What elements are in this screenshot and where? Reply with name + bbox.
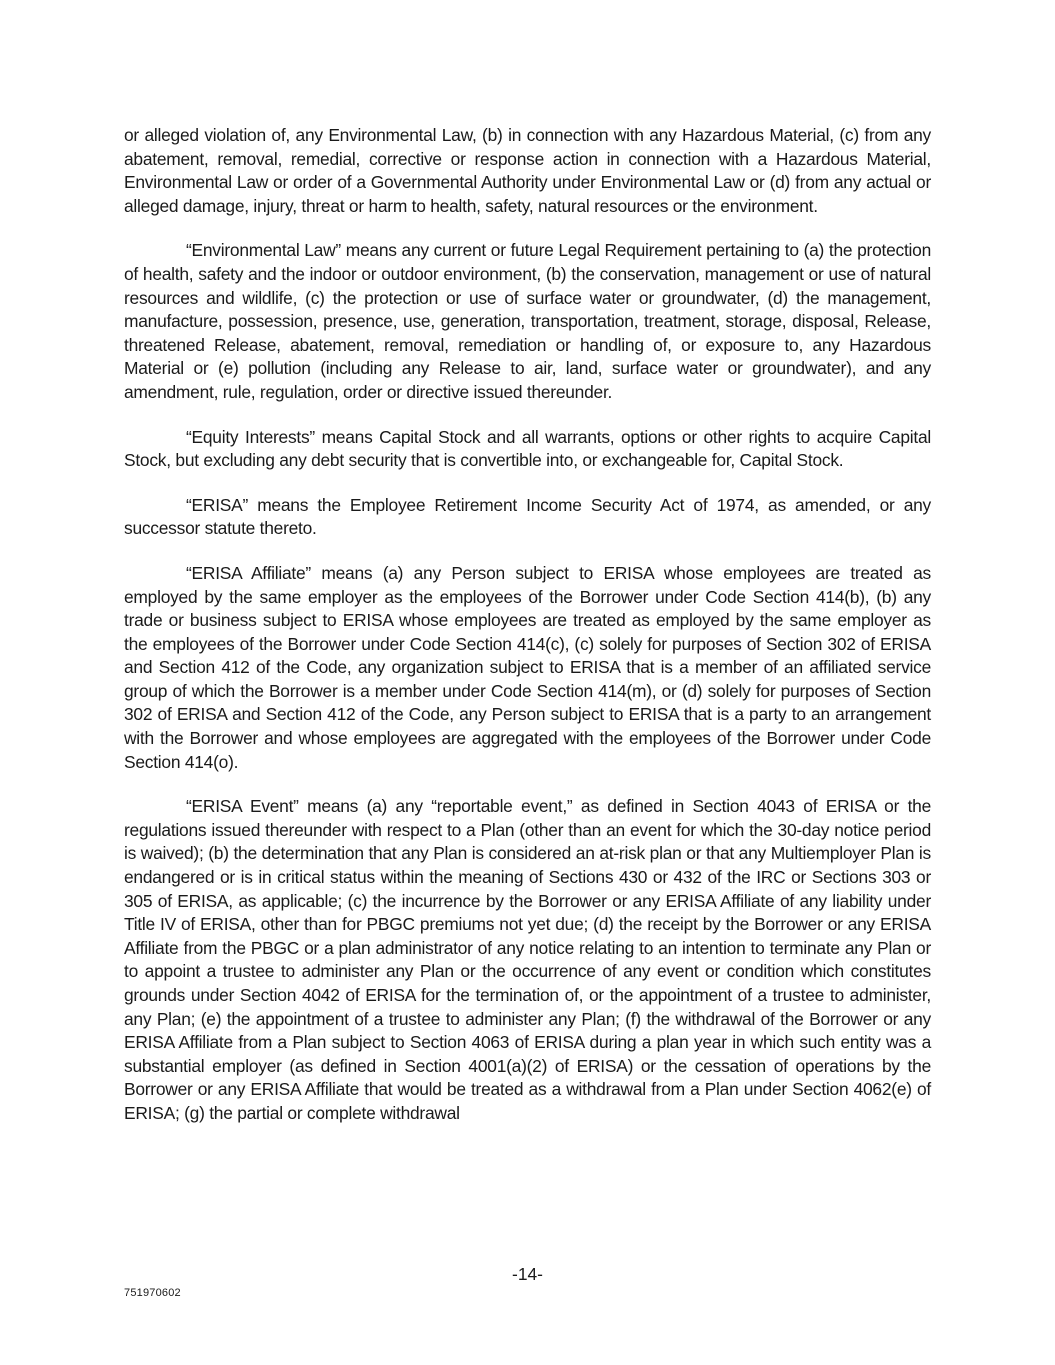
definition-text: means (a) any Person subject to ERISA whose employees are treated as employed by the same employer as the employees of the Borrower under Code Section 414(b), (b) any trade or business subject to ERISA whose employees are treated as employed by the same employer as the employees of the Borrower under Code Section 414(c), (c) solely for purposes of Section 302 of ERISA and Section 412 of the Code, any organization subject to ERISA that is a member of an affiliated service group of which the Borrower is a member under Code Section 414(m), or (d) solely for purposes of Section 302 of ERISA and Section 412 of the Code, any Person subject to ERISA that is a party to an arrangement with the Borrower and whose employees are aggregated with the employees of the Borrower under Code Section 414(o).	[124, 562, 931, 772]
defined-term: “Environmental Law”	[186, 240, 341, 261]
document-id: 751970602	[124, 1287, 181, 1299]
paragraph-continuation	[124, 124, 931, 218]
definition-erisa-event	[124, 795, 931, 1125]
defined-term: “Equity Interests”	[186, 426, 315, 447]
document-body	[124, 124, 931, 1147]
paragraph-text: or alleged violation of, any Environmental Law, (b) in connection with any Hazardous Material, (c) from any abatement, removal, remedial, corrective or response action in connection with a Hazardous Material, Environmental Law or order of a Governmental Authority under Environmental Law or (d) from any actual or alleged damage, injury, threat or harm to health, safety, natural resources or the environment.	[124, 125, 931, 216]
definition-text: means the Employee Retirement Income Security Act of 1974, as amended, or any successor statute thereto.	[124, 494, 931, 539]
definition-text: means Capital Stock and all warrants, options or other rights to acquire Capital Stock, but excluding any debt security that is convertible into, or exchangeable for, Capital Stock.	[124, 426, 931, 471]
definition-text: means (a) any “reportable event,” as defined in Section 4043 of ERISA or the regulations issued thereunder with respect to a Plan (other than an event for which the 30-day notice period is waived); (b) the determination that any Plan is considered an at-risk plan or that any Multiemployer Plan is endangered or is in critical status within the meaning of Sections 430 or 432 of the IRC or Sections 303 or 305 of ERISA, as applicable; (c) the incurrence by the Borrower or any ERISA Affiliate of any liability under Title IV of ERISA, other than for PBGC premiums not yet due; (d) the receipt by the Borrower or any ERISA Affiliate from the PBGC or a plan administrator of any notice relating to an intention to terminate any Plan or to appoint a trustee to administer any Plan or the occurrence of any event or condition which constitutes grounds under Section 4042 of ERISA for the termination of, or the appointment of a trustee to administer, any Plan; (e) the appointment of a trustee to administer any Plan; (f) the withdrawal of the Borrower or any ERISA Affiliate from a Plan subject to Section 4063 of ERISA during a plan year in which such entity was a substantial employer (as defined in Section 4001(a)(2) of ERISA) or the cessation of operations by the Borrower or any ERISA Affiliate that would be treated as a withdrawal from a Plan under Section 4062(e) of ERISA; (g) the partial or complete withdrawal	[124, 796, 931, 1123]
definition-text: means any current or future Legal Requirement pertaining to (a) the protection of health, safety and the indoor or outdoor environment, (b) the conservation, management or use of natural resources and wildlife, (c) the protection or use of surface water or groundwater, (d) the management, manufacture, possession, presence, use, generation, transportation, treatment, storage, disposal, Release, threatened Release, abatement, removal, remediation or handling of, or exposure to, any Hazardous Material or (e) pollution (including any Release to air, land, surface water or groundwater), and any amendment, rule, regulation, order or directive issued thereunder.	[124, 240, 932, 402]
defined-term: “ERISA”	[186, 494, 249, 515]
definition-erisa	[124, 494, 931, 541]
defined-term: “ERISA Affiliate”	[186, 562, 311, 583]
definition-erisa-affiliate	[124, 562, 931, 774]
defined-term: “ERISA Event”	[186, 796, 299, 817]
definition-equity-interests	[124, 426, 931, 473]
definition-environmental-law	[124, 239, 931, 404]
page-number: -14-	[512, 1264, 543, 1284]
